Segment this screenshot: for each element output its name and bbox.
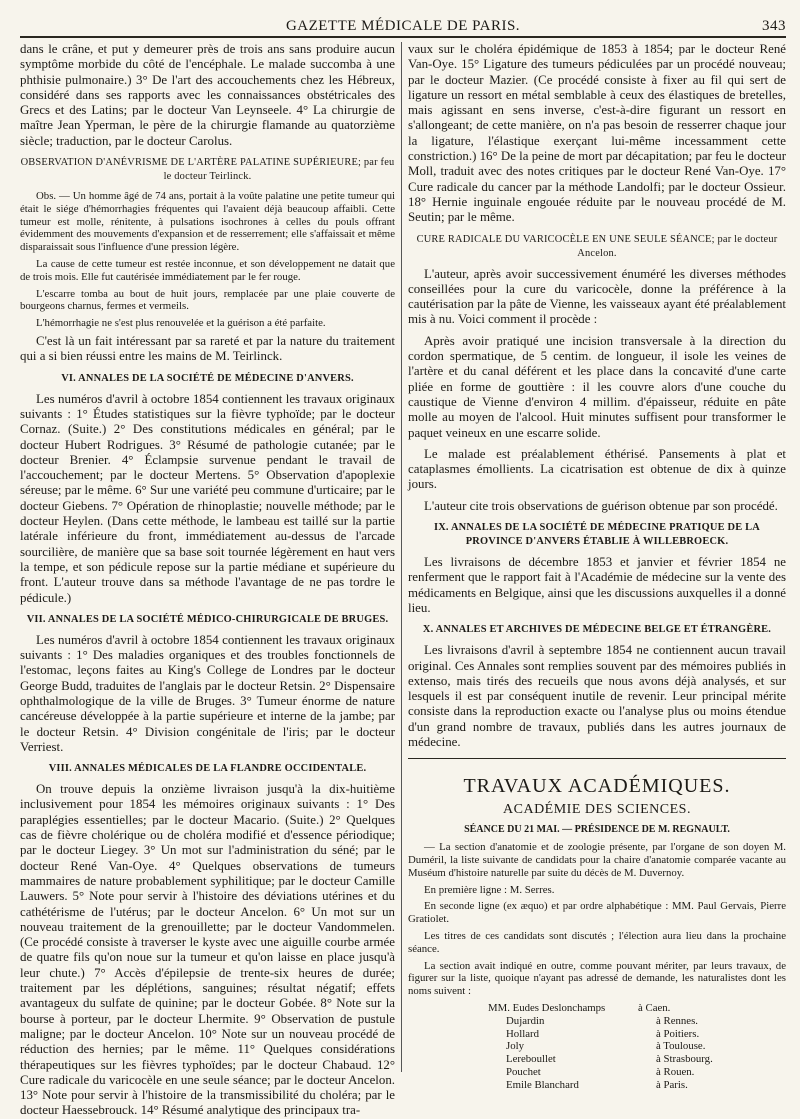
candidate-city: à Paris.	[656, 1078, 688, 1091]
candidate-row	[488, 1028, 786, 1041]
observation-text: L'escarre tomba au bout de huit jours, remplacée par une plaie couverte de bourgeons charnus, fermes et vermeils.	[20, 287, 395, 313]
paragraph: La section avait indiqué en outre, comme pouvant mériter, par leurs travaux, de figurer sur la liste, quoique n'ayant pas adressé de demande, les naturalistes dont les noms suivent :	[408, 959, 786, 998]
paragraph: Le malade est préalablement éthérisé. Pansements à plat et cataplasmes émollients. La cicatrisation est obtenue de dix à quinze jours.	[408, 446, 786, 492]
section-rule	[408, 758, 786, 759]
paragraph: L'auteur, après avoir successivement énuméré les diverses méthodes conseillées pour la cure du varicocèle, donne la préférence à la cautérisation par la pâte de Vienne, les vaisseaux ayant été préalablement mis à nu. Voici comment il procède :	[408, 266, 786, 327]
candidate-name: MM. Eudes Deslonchamps	[488, 1002, 606, 1015]
paragraph: En seconde ligne (ex æquo) et par ordre alphabétique : MM. Paul Gervais, Pierre Gratiolet.	[408, 900, 786, 926]
candidate-name: Joly	[506, 1040, 524, 1053]
paragraph: Les numéros d'avril à octobre 1854 contiennent les travaux originaux suivants : 1° Études statistiques sur la fièvre typhoïde; par le docteur Cornaz. (Suite.) 2° Des constitutions médicales en général; par le docteur Hubert Rodrigues. 3° Résumé de pathologie cutanée; par le docteur Brenier. 4° Éclampsie survenue pendant le travail de l'accouchement; par le docteur Mertens. 5° Observation d'apoplexie séreuse; par le même. 6° Sur une variété peu commune d'urticaire; par le docteur Giebens. 7° Opération de rhinoplastie; nouvelle méthode; par le docteur Heylen. (Dans cette méthode, le lambeau est taillé sur la partie latérale inférieure du front, immédiatement au-dessus de l'arcade sourcilière, de manière que sa base soit tournée légèrement en haut vers la tempe, et son pédicule repose sur la partie médiane et supérieure du front. L'auteur trouve dans sa méthode l'avantage de ne pas tordre le pédicule.)	[20, 391, 395, 605]
paragraph: Les livraisons d'avril à septembre 1854 ne contiennent aucun travail original. Ces Annales sont remplies souvent par des mémoires publiés in extenso, mais tirés des recueils que nous avons déjà analysés, et sur lesquels il est par conséquent inutile de revenir. Leur principal mérite consiste dans la reproduction exacte ou l'analyse plus ou moins étendue d'un grand nombre de travaux, publiés dans les autres journaux de médecine.	[408, 643, 786, 749]
seance-heading: SÉANCE DU 21 MAI. — PRÉSIDENCE DE M. REGNAULT.	[464, 824, 730, 836]
paragraph: — La section d'anatomie et de zoologie présente, par l'organe de son doyen M. Duméril, la liste suivante de candidats pour la chaire d'anatomie comparée vacante au Muséum d'histoire naturelle par suite du décès de M. Duvernoy.	[408, 841, 786, 879]
paragraph: En première ligne : M. Serres.	[424, 883, 555, 896]
left-column	[20, 42, 395, 1118]
candidate-name: Dujardin	[506, 1014, 545, 1027]
page-number: 343	[762, 18, 786, 34]
candidate-row	[488, 1053, 786, 1066]
candidate-name: Lereboullet	[506, 1053, 556, 1066]
candidate-city: à Poitiers.	[656, 1027, 700, 1040]
candidate-name: Hollard	[506, 1027, 539, 1040]
candidate-row	[488, 1002, 786, 1015]
candidate-row	[488, 1079, 786, 1092]
paragraph: C'est là un fait intéressant par sa rareté et par la nature du traitement qui a si bien réussi entre les mains de M. Teirlinck.	[20, 334, 395, 364]
section-heading: VIII. ANNALES MÉDICALES DE LA FLANDRE OCCIDENTALE.	[48, 763, 367, 775]
candidate-city: à Rouen.	[656, 1066, 695, 1079]
travaux-title: TRAVAUX ACADÉMIQUES.	[463, 775, 731, 798]
candidate-row	[488, 1040, 786, 1053]
observation-text: L'hémorrhagie ne s'est plus renouvelée et la guérison a été parfaite.	[36, 317, 326, 330]
candidate-row	[488, 1015, 786, 1028]
section-heading: X. ANNALES ET ARCHIVES DE MÉDECINE BELGE ET ÉTRANGÈRE.	[422, 624, 772, 636]
paragraph: Les titres de ces candidats sont discutés ; l'élection aura lieu dans la prochaine séance.	[408, 930, 786, 955]
section-heading: OBSERVATION D'ANÉVRISME DE L'ARTÈRE PALATINE SUPÉRIEURE; par feu le docteur Teirlinck.	[20, 157, 395, 183]
section-heading: VII. ANNALES DE LA SOCIÉTÉ MÉDICO-CHIRURGICALE DE BRUGES.	[26, 613, 389, 625]
section-heading: VI. ANNALES DE LA SOCIÉTÉ DE MÉDECINE D'ANVERS.	[61, 372, 354, 384]
observation-text: La cause de cette tumeur est restée inconnue, et son développement ne datait que de trois mois. Elle fut cautérisée immédiatement par le fer rouge.	[20, 258, 395, 283]
paragraph: Les numéros d'avril à octobre 1854 contiennent les travaux originaux suivants : 1° Des maladies organiques et des troubles fonctionnels de l'estomac, leçons faites au King's College de Londres par le docteur George Budd, traduites de l'anglais par le docteur Retsin. 2° Dispensaire ophthalmologique de la ville de Bruges. 3° Tumeur énorme de nature cancéreuse développée à la partie supérieure et interne de la jambe; par le docteur Retsin. 4° Division congénitale de l'iris; par le docteur Verriest.	[20, 632, 395, 754]
journal-title: GAZETTE MÉDICALE DE PARIS.	[285, 18, 521, 34]
academie-title: ACADÉMIE DES SCIENCES.	[503, 802, 691, 818]
paragraph: vaux sur le choléra épidémique de 1853 à 1854; par le docteur René Van-Oye. 15° Ligature des tumeurs pédiculées par un procédé nouveau; par le docteur Mazier. (Ce procédé consiste à fixer au fil qui sert de ligature un ressort en métal semblable à ceux des élastiques de bretelles, mais agissant en sens inverse, c'est-à-dire figurant un ressort en s'allongeant; de cette manière, on n'a pas besoin de resserrer chaque jour la ligature, l'élastique exerçant lui-même incessamment cette constriction.) 16° De la peine de mort par décapitation; par feu le docteur Moll, traduit avec des notes critiques par le docteur René Van-Oye. 17° Cure radicale du cancer par la méthode Landolfi; par le docteur Ossieur. 18° Hernie inguinale engouée réduite par le nouveau procédé de M. Seutin; par le même.	[408, 42, 786, 225]
candidate-row	[488, 1066, 786, 1079]
candidate-city: à Strasbourg.	[656, 1053, 713, 1066]
candidate-name: Pouchet	[506, 1066, 541, 1079]
paragraph: L'auteur cite trois observations de guérison obtenue par son procédé.	[424, 498, 778, 513]
candidate-list	[488, 1002, 786, 1092]
candidate-city: à Caen.	[638, 1002, 671, 1015]
observation-text: Obs. — Un homme âgé de 74 ans, portait à la voûte palatine une petite tumeur qui était le siége d'hémorrhagies fréquentes qui l'avaient déjà beaucoup affaibli. Cette tumeur est molle, rénitente, à pulsations isochrones à celles du pouls offrant évidemment des mouvements d'expansion et de resserrement; elle s'affaissait et même disparaissait sous l'influence d'une pression légère.	[20, 190, 395, 254]
paragraph: dans le crâne, et put y demeurer près de trois ans sans produire aucun symptôme morbide du côté de l'encéphale. Le malade succomba à une phthisie pulmonaire.) 3° De l'art des accouchements chez les Hébreux, considéré dans ses rapports avec les connaissances obstétricales des Grecs et des Latins; par le docteur Van Leynseele. 4° La chirurgie de maître Jean Yperman, le père de la chirurgie flamande au quatorzième siècle; traduction, par le docteur Carolus.	[20, 42, 395, 148]
header-rule	[20, 36, 786, 38]
candidate-city: à Toulouse.	[656, 1040, 706, 1053]
page-header	[20, 14, 786, 36]
paragraph: Les livraisons de décembre 1853 et janvier et février 1854 ne renferment que le rapport fait à l'Académie de médecine sur la vente des médicaments en Belgique, ainsi que les discussions auxquelles il a donné lieu.	[408, 555, 786, 615]
section-heading: IX. ANNALES DE LA SOCIÉTÉ DE MÉDECINE PRATIQUE DE LA PROVINCE D'ANVERS ÉTABLIE À WILLEBROECK.	[433, 522, 761, 548]
candidate-name: Emile Blanchard	[506, 1078, 579, 1091]
paragraph: On trouve depuis la onzième livraison jusqu'à la dix-huitième inclusivement pour 1854 les mémoires originaux suivants : 1° Des paraplégies essentielles; par le docteur Macario. (Suite.) 2° Quelques cas de fièvre cholérique ou de choléra modifié et d'essence périodique; par le docteur Liegey. 3° Un mot sur l'administration du séné; par le docteur René Van-Oye. 4° Quelques observations de tumeurs mammaires de nature probablement syphilitique; par le docteur Camille Lauwers. 5° Note pour servir à l'histoire des déviations utérines et du cathétérisme de l'utérus; par le docteur Ancelon. 6° Un mot sur un nouveau traitement de la grenouillette; par le docteur Vandommelen. (Ce procédé consiste à traverser le kyste avec une aiguille courbe armée de quatre fils qu'on noue sur la tumeur et qu'on laisse en place jusqu'à leur chute.) 7° Accès d'épilepsie de trente-six heures de durée; traitement par les déplétions, sanguines; résultat négatif; effets avantageux du sulfate de quinine; par le docteur Gobée. 8° Note sur la bourse à porteur, par le docteur Lhermite. 9° Observation de pustule maligne; par le docteur Ancelon. 10° Note sur un nouveau procédé de réduction des hernies; par le même. 11° Quelques considérations thérapeutiques sur les fièvres typhoïdes; par le docteur Chabaud. 12° Cure radicale du varicocèle en une seule séance; par le docteur Ancelon. 13° Note pour servir à l'histoire de la transmissibilité du choléra; par le docteur Haessebrouck. 14° Résumé analytique des principaux tra-	[20, 782, 395, 1118]
right-column	[408, 42, 786, 1091]
section-heading: CURE RADICALE DU VARICOCÈLE EN UNE SEULE SÉANCE; par le docteur Ancelon.	[416, 233, 778, 259]
paragraph: Après avoir pratiqué une incision transversale à la direction du cordon spermatique, de 5 centim. de longueur, il isole les veines de l'artère et du canal déférent et les place dans la concavité d'une carte pliée en forme de gouttière : il les couvre alors d'une couche du caustique de Vienne d'environ 4 millim. d'épaisseur, réduite en pâte molle au moyen de l'alcool. Huit minutes suffisent pour transformer le paquet veineux en une escarre solide.	[408, 333, 786, 440]
candidate-city: à Rennes.	[656, 1014, 698, 1027]
column-separator	[401, 42, 402, 1072]
